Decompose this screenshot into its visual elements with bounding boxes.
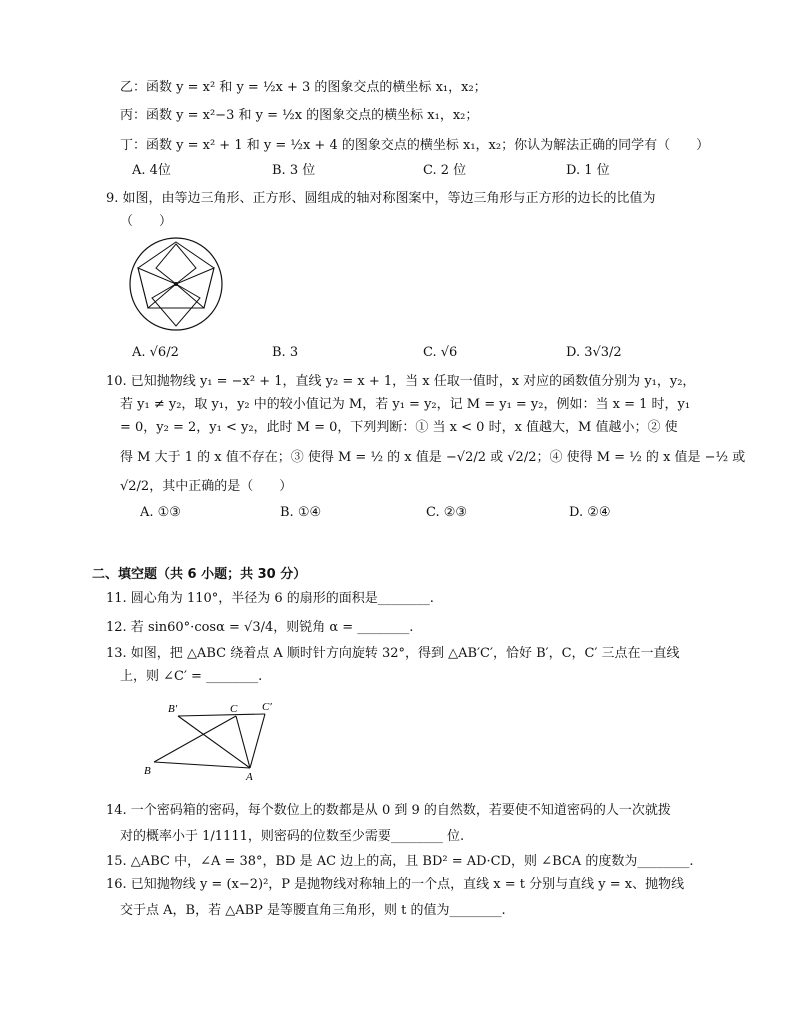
q8-bing-line: 丙：函数 y = x²−3 和 y = ½x 的图象交点的横坐标 x₁，x₂； (120, 108, 479, 123)
q13-label-a: A (246, 771, 253, 783)
q8-option-b: B. 3 位 (272, 163, 316, 178)
q14-line2: 对的概率小于 1/1111，则密码的位数至少需要________ 位. (120, 829, 465, 844)
q15-line: 15. △ABC 中，∠A = 38°，BD 是 AC 边上的高，且 BD² = AD·CD，则 ∠BCA 的度数为________. (106, 854, 694, 869)
q13-figure (140, 700, 290, 790)
q10-option-d: D. ②④ (569, 505, 611, 520)
q8-option-a: A. 4位 (132, 163, 171, 178)
q8-ding-line: 丁：函数 y = x² + 1 和 y = ½x + 4 的图象交点的横坐标 x₁，x₂；你认为解法正确的同学有（ ） (120, 138, 710, 153)
q9-center-dot (174, 282, 178, 286)
q10-line1: 10. 已知抛物线 y₁ = −x² + 1，直线 y₂ = x + 1，当 x 任取一值时，x 对应的函数值分别为 y₁，y₂， (106, 374, 696, 389)
q13-label-bp: B′ (168, 703, 178, 715)
q8-yi-line: 乙：函数 y = x² 和 y = ½x + 3 的图象交点的横坐标 x₁，x₂； (120, 80, 487, 95)
q13-line-bp-cp (178, 714, 265, 716)
q9-option-d: D. 3√3/2 (566, 345, 622, 360)
q10-option-b: B. ①④ (280, 505, 322, 520)
q9-outer-shape (138, 242, 214, 308)
q10-line5: √2/2，其中正确的是（ ） (120, 479, 293, 494)
q9-bottom-square (152, 284, 200, 326)
q14-line1: 14. 一个密码箱的密码，每个数位上的数都是从 0 到 9 的自然数，若要使不知道密码的人一次就拨 (106, 803, 671, 818)
q9-option-b: B. 3 (272, 345, 299, 360)
q8-option-d: D. 1 位 (566, 163, 610, 178)
q10-line3: = 0，y₂ = 2，y₁ < y₂，此时 M = 0，下列判断：① 当 x < 0 时，x 值越大，M 值越小；② 使 (120, 420, 678, 435)
q9-left-triangle (138, 268, 176, 308)
q13-label-c: C (230, 703, 238, 715)
section-title: 二、填空题（共 6 小题；共 30 分） (92, 567, 307, 582)
q9-line2: （ ） (120, 214, 173, 229)
q13-line-b-a (154, 762, 250, 768)
q11-line: 11. 圆心角为 110°，半径为 6 的扇形的面积是________. (106, 591, 434, 606)
q9-option-c: C. √6 (423, 345, 458, 360)
q9-option-a: A. √6/2 (132, 345, 179, 360)
q16-line1: 16. 已知抛物线 y = (x−2)²，P 是抛物线对称轴上的一个点，直线 x = t 分别与直线 y = x、抛物线 (106, 877, 685, 892)
q10-line4: 得 M 大于 1 的 x 值不存在；③ 使得 M = ½ 的 x 值是 −√2/2 或 √2/2；④ 使得 M = ½ 的 x 值是 −½ 或 (120, 450, 746, 465)
q13-line-b-c (154, 716, 236, 762)
q13-label-cp: C′ (262, 701, 272, 713)
q8-option-c: C. 2 位 (423, 163, 467, 178)
q10-option-a: A. ①③ (140, 505, 181, 520)
q13-line2: 上，则 ∠C′ = ________. (120, 669, 263, 684)
q9-right-triangle (176, 268, 214, 308)
q13-line1: 13. 如图，把 △ABC 绕着点 A 顺时针方向旋转 32°，得到 △AB′C′，恰好 B′，C，C′ 三点在一直线 (106, 646, 680, 661)
q9-line1: 9. 如图，由等边三角形、正方形、圆组成的轴对称图案中，等边三角形与正方形的边长的比值为 (106, 191, 656, 206)
q10-option-c: C. ②③ (426, 505, 468, 520)
q12-line: 12. 若 sin60°·cosα = √3/4，则锐角 α = ________. (106, 620, 414, 635)
q16-line2: 交于点 A，B，若 △ABP 是等腰直角三角形，则 t 的值为________. (120, 903, 506, 918)
q13-line-cp-a (250, 714, 265, 768)
q10-line2: 若 y₁ ≠ y₂，取 y₁，y₂ 中的较小值记为 M，若 y₁ = y₂，记 M = y₁ = y₂，例如：当 x = 1 时，y₁ (120, 397, 691, 412)
q13-line-c-a (236, 716, 250, 768)
q9-figure (128, 236, 228, 336)
q13-label-b: B (144, 765, 151, 777)
